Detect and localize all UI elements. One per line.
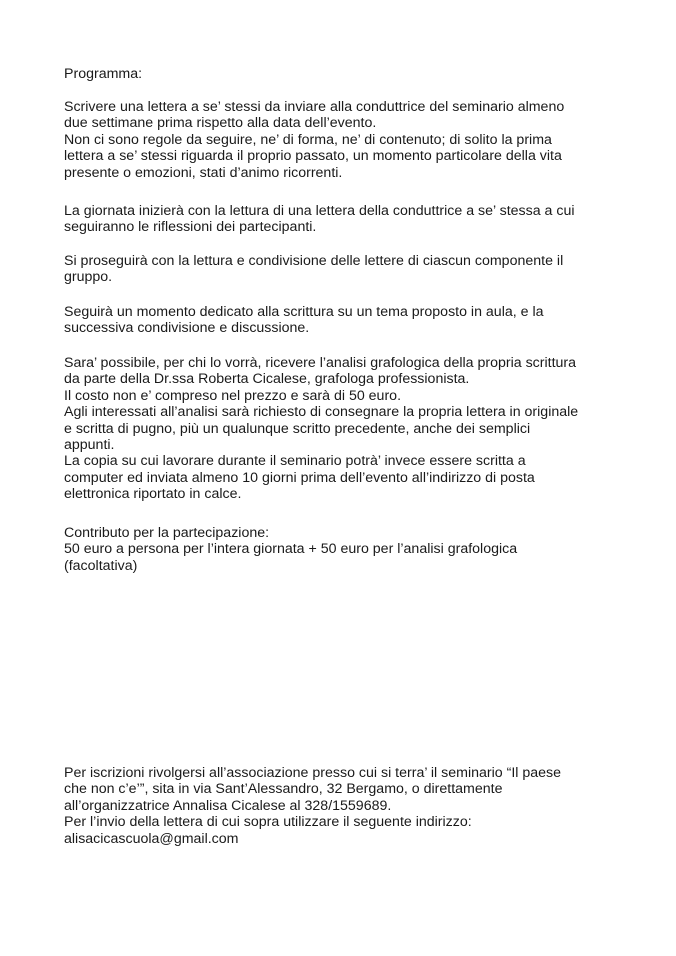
text-line: La copia su cui lavorare durante il seminario potrà’ invece essere scritta a [64, 453, 526, 470]
text-line: Contributo per la partecipazione: [64, 525, 270, 541]
footer-contact [64, 765, 624, 847]
text-line: due settimane prima rispetto alla data dell’evento. [64, 115, 377, 132]
text-line: all’organizzatrice Annalisa Cicalese al 328/1559689. [64, 797, 392, 814]
text-line: elettronica riportato in calce. [64, 486, 242, 503]
text-line: 50 euro a persona per l’intera giornata + 50 euro per l’analisi grafologica [64, 541, 518, 558]
text-line: e scritta di pugno, più un qualunque scritto precedente, anche dei semplici [64, 420, 531, 437]
text-line: Scrivere una lettera a se’ stessi da inviare alla conduttrice del seminario almeno [64, 99, 565, 115]
text-line: Il costo non e’ compreso nel prezzo e sarà di 50 euro. [64, 387, 402, 404]
text-line: lettera a se’ stessi riguarda il proprio passato, un momento particolare della vita [64, 148, 562, 165]
text-line: seguiranno le riflessioni dei partecipanti. [64, 219, 317, 236]
text-line: gruppo. [64, 269, 113, 286]
text-line: Per iscrizioni rivolgersi all’associazione presso cui si terra’ il seminario “Il paese [64, 765, 562, 781]
text-line: La giornata inizierà con la lettura di una lettera della conduttrice a se’ stessa a cui [64, 203, 575, 219]
text-line: presente o emozioni, stati d’animo ricorrenti. [64, 164, 343, 181]
text-line: computer ed inviata almeno 10 giorni prima dell’evento all’indirizzo di posta [64, 469, 535, 486]
paragraph-contribution [64, 525, 624, 574]
text-line: Seguirà un momento dedicato alla scrittura su un tema proposto in aula, e la [64, 304, 544, 320]
text-line: Non ci sono regole da seguire, ne’ di forma, ne’ di contenuto; di solito la prima [64, 131, 552, 148]
programme-heading [64, 66, 624, 82]
paragraph-sharing [64, 253, 624, 286]
text-line: Agli interessati all’analisi sarà richiesto di consegnare la propria lettera in originale [64, 404, 579, 421]
contact-email: alisacicascuola@gmail.com [64, 830, 239, 847]
paragraph-graphology [64, 355, 624, 503]
text-line: successiva condivisione e discussione. [64, 320, 310, 337]
text-line: da parte della Dr.ssa Roberta Cicalese, grafologa professionista. [64, 371, 470, 388]
text-line: (facoltativa) [64, 557, 138, 574]
text-line: Sara’ possibile, per chi lo vorrà, ricevere l’analisi grafologica della propria scrittura [64, 355, 577, 371]
text-line: Si proseguirà con la lettura e condivisione delle lettere di ciascun componente il [64, 253, 564, 269]
paragraph-letter-instructions [64, 99, 624, 181]
text-line: appunti. [64, 437, 115, 454]
text-line: Per l’invio della lettera di cui sopra utilizzare il seguente indirizzo: [64, 814, 472, 831]
paragraph-writing-session [64, 304, 624, 337]
text-line: che non c’e’”, sita in via Sant’Alessandro, 32 Bergamo, o direttamente [64, 781, 503, 798]
paragraph-day-start [64, 203, 624, 236]
heading-text: Programma: [64, 66, 143, 82]
